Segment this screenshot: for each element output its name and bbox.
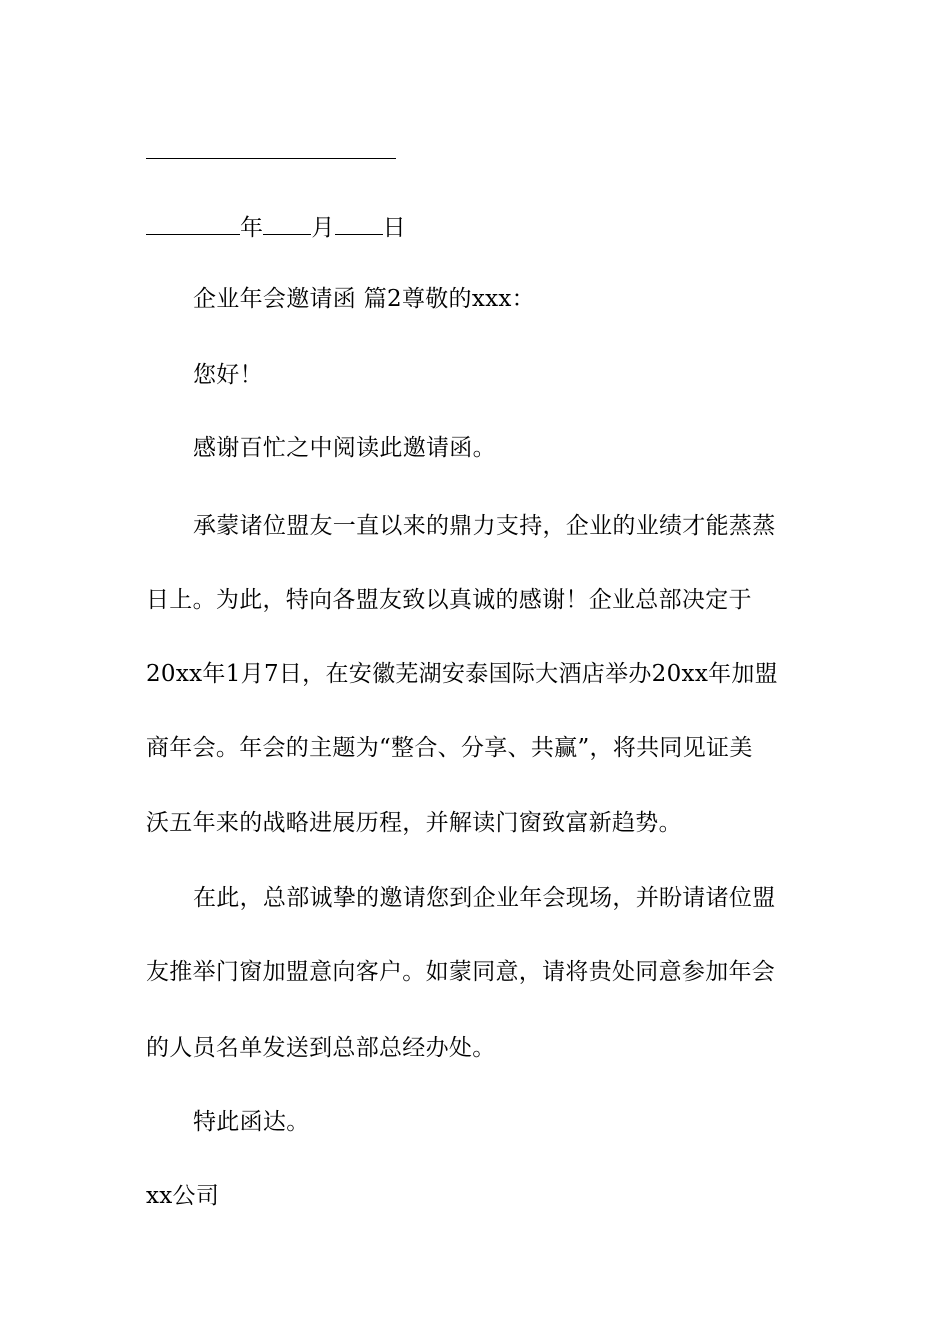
month-label: 月 bbox=[311, 215, 335, 241]
paragraph-1-line-2: 日上。为此，特向各盟友致以真诚的感谢！企业总部决定于 bbox=[146, 587, 752, 613]
paragraph-1-line-4: 商年会。年会的主题为“整合、分享、共赢”，将共同见证美 bbox=[146, 735, 753, 761]
closing-line: 特此函达。 bbox=[193, 1109, 310, 1135]
day-label: 日 bbox=[382, 215, 406, 241]
thanks-line: 感谢百忙之中阅读此邀请函。 bbox=[193, 435, 496, 461]
company-signature: xx公司 bbox=[146, 1183, 220, 1209]
signature-rule bbox=[146, 158, 396, 159]
paragraph-2-line-2: 友推举门窗加盟意向客户。如蒙同意，请将贵处同意参加年会 bbox=[146, 959, 776, 985]
paragraph-1-line-5: 沃五年来的战略进展历程，并解读门窗致富新趋势。 bbox=[146, 810, 682, 836]
year-blank bbox=[146, 212, 240, 235]
year-label: 年 bbox=[240, 215, 264, 241]
paragraph-2-line-3: 的人员名单发送到总部总经办处。 bbox=[146, 1035, 496, 1061]
day-blank bbox=[335, 212, 383, 235]
paragraph-1-line-3: 20xx年1月7日，在安徽芜湖安泰国际大酒店举办20xx年加盟 bbox=[146, 661, 778, 687]
paragraph-1-line-1: 承蒙诸位盟友一直以来的鼎力支持，企业的业绩才能蒸蒸 bbox=[193, 513, 776, 539]
greeting-line: 您好！ bbox=[193, 362, 263, 388]
month-blank bbox=[263, 212, 311, 235]
date-fill-line bbox=[146, 212, 406, 243]
letter-heading: 企业年会邀请函 篇2尊敬的xxx： bbox=[193, 286, 535, 312]
paragraph-2-line-1: 在此，总部诚挚的邀请您到企业年会现场，并盼请诸位盟 bbox=[193, 885, 776, 911]
